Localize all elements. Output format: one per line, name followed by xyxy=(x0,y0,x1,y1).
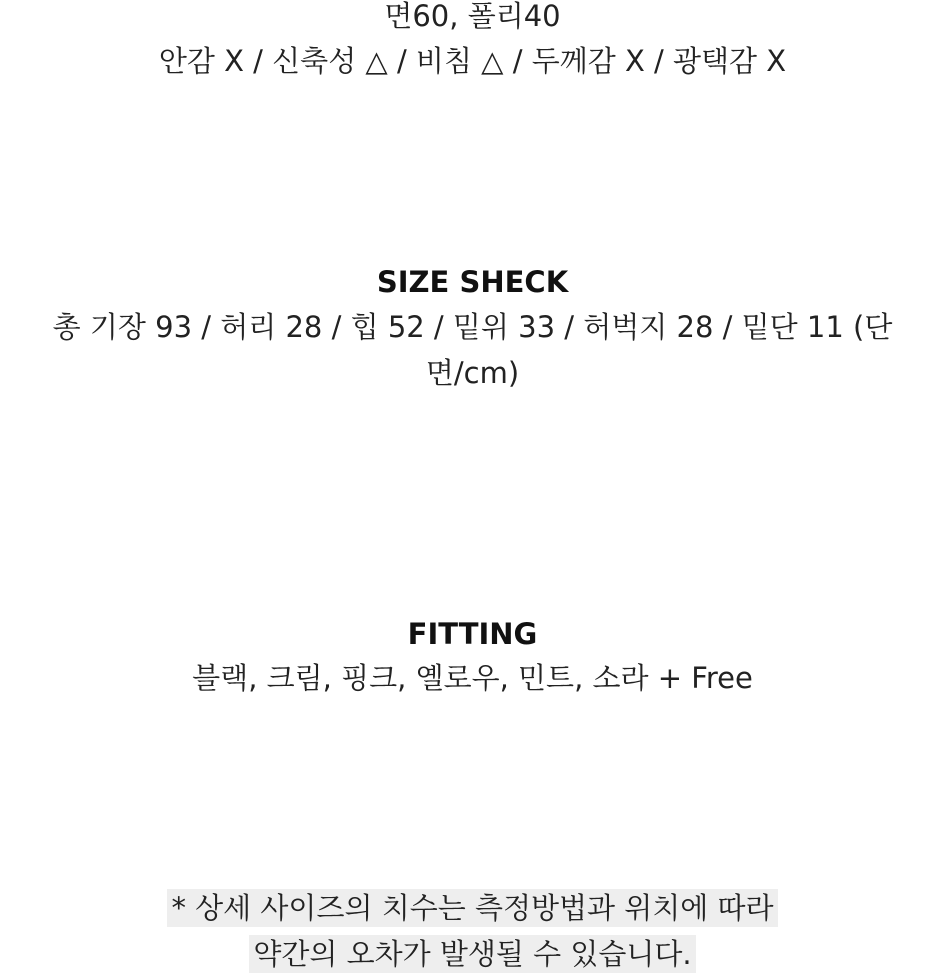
size-note-line1 xyxy=(0,885,945,931)
size-note-highlight: * 상세 사이즈의 치수는 측정방법과 위치에 따라 xyxy=(167,889,777,927)
material-properties: 안감 X / 신축성 △ / 비침 △ / 두께감 X / 광택감 X xyxy=(158,44,787,78)
size-measurements-line2: 면/cm) xyxy=(425,356,520,390)
size-heading: SIZE SHECK xyxy=(376,265,569,299)
size-note-line2 xyxy=(0,931,945,977)
fitting-heading: FITTING xyxy=(407,617,538,651)
size-measurements-line1: 총 기장 93 / 허리 28 / 힙 52 / 밑위 33 / 허벅지 28 / 밑단 11 (단 xyxy=(52,310,893,344)
size-note-highlight-2: 약간의 오차가 발생될 수 있습니다. xyxy=(249,935,695,973)
fitting-colors: 블랙, 크림, 핑크, 옐로우, 민트, 소라 + Free xyxy=(192,661,753,695)
material-composition: 면60, 폴리40 xyxy=(384,0,561,33)
